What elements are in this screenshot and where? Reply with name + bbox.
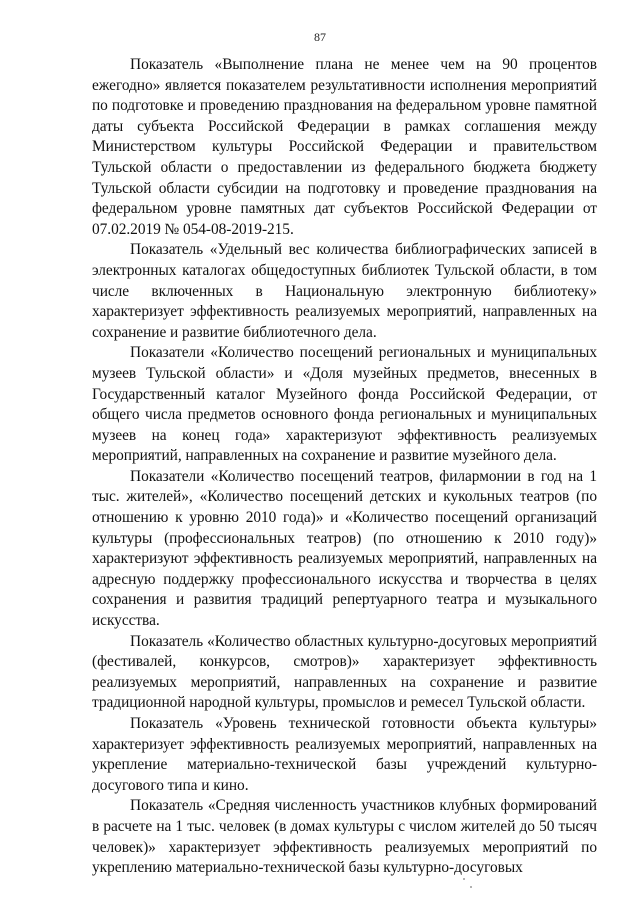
page-number: 87 (314, 30, 326, 44)
paragraph-1: Показатель «Выполнение плана не менее чем на 90 процентов ежегодно» является показателем результативности исполнения мероприятий по подготовке и проведению празднования на федеральном уровне памятной даты субъекта Российской Федерации в рамках соглашения между Министерством культуры Российской Федерации и правительством Тульской области о предоставлении из федерального бюджета бюджету Тульской области субсидии на подготовку и проведение празднования на федеральном уровне памятных дат субъектов Российской Федерации от 07.02.2019 № 054-08-2019-215. (92, 56, 597, 238)
scan-speck (463, 878, 465, 880)
paragraph-5: Показатель «Количество областных культурно-досуговых мероприятий (фестивалей, конкурсов, смотров)» характеризует эффективность реализуемых мероприятий, направленных на сохранение и развитие традиционной народной культуры, промыслов и ремесел Тульской области. (92, 632, 597, 712)
paragraph-2: Показатель «Удельный вес количества библиографических записей в электронных каталогах общедоступных библиотек Тульской области, в том числе включенных в Национальную электронную библиотеку» характеризует эффективность реализуемых мероприятий, направленных на сохранение и развитие библиотечного дела. (92, 241, 597, 341)
body-text (92, 55, 597, 879)
paragraph-6: Показатель «Уровень технической готовности объекта культуры» характеризует эффективность реализуемых мероприятий, направленных на укрепление материально-технической базы учреждений культурно-досугового типа и кино. (92, 715, 597, 794)
scan-speck (470, 886, 472, 888)
paragraph-4: Показатели «Количество посещений театров, филармонии в год на 1 тыс. жителей», «Количество посещений детских и кукольных театров (по отношению к уровню 2010 года)» и «Количество посещений организаций культуры (профессиональных театров) (по отношению к 2010 году)» характеризуют эффективность реализуемых мероприятий, направленных на адресную поддержку профессионального искусства и творчества в целях сохранения и развития традиций репертуарного театра и музыкального искусства. (92, 467, 597, 630)
paragraph-3: Показатели «Количество посещений региональных и муниципальных музеев Тульской области» и «Доля музейных предметов, внесенных в Государственный каталог Музейного фонда Российской Федерации, от общего числа предметов основного фонда региональных и муниципальных музеев на конец года» характеризуют эффективность реализуемых мероприятий, направленных на сохранение и развитие музейного дела. (92, 344, 597, 465)
paragraph-7: Показатель «Средняя численность участников клубных формирований в расчете на 1 тыс. человек (в домах культуры с числом жителей до 50 тысяч человек)» характеризует эффективность реализуемых мероприятий по укреплению материально-технической базы культурно-досуговых (92, 797, 597, 877)
